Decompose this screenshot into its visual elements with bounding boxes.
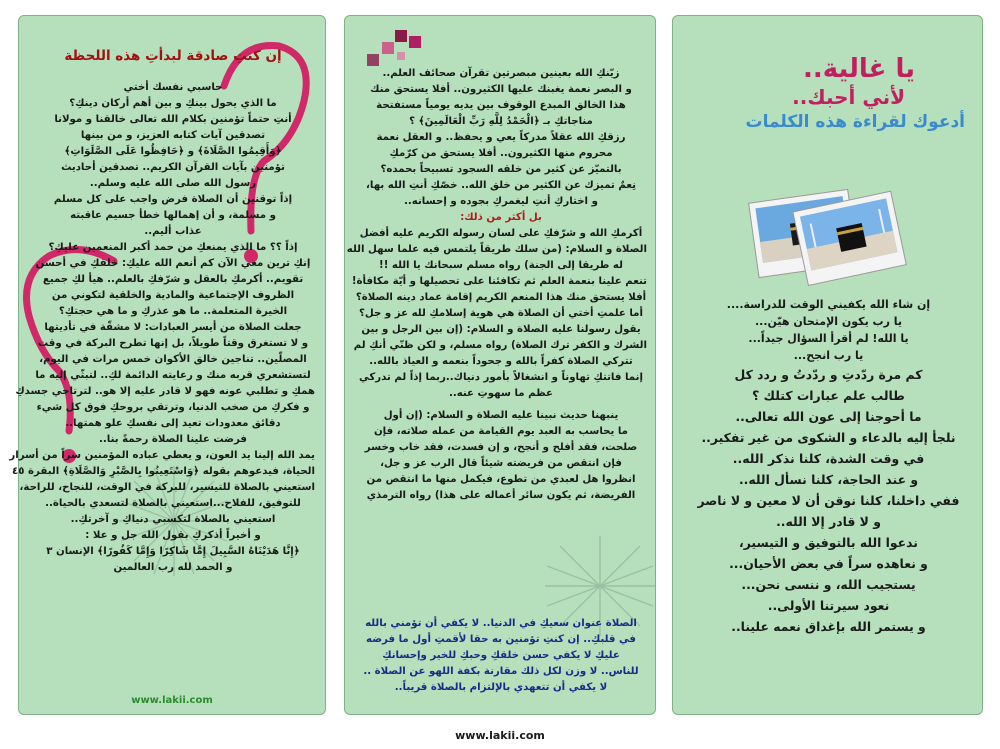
text-line: انظروا هل لعبدي من تطوع، فيكمل منها ما انتقص من	[366, 474, 636, 485]
text-line: ينبهنا حديث نبينا عليه الصلاة و السلام: (إن أول	[383, 410, 619, 421]
text-line: الخيرة المتعلمة.. ما هو عذركِ و ما هي حجتكِ؟	[58, 306, 288, 317]
quran-verse: مناجاتكِ بـ ﴿الْحَمْدُ لِلَّهِ رَبِّ الْعَالَمِينَ﴾ ؟	[409, 116, 593, 127]
text-line: عظم ما سهوتِ عنه..	[448, 388, 554, 399]
text-line: استعيني بالصلاة للتيسير، للبركة في الوقت، للنجاح، للراحة،	[19, 482, 315, 493]
quran-verse: الحياة، فيدعوهم بقوله ﴿وَاسْتَعِينُوا بِالصَّبْرِ وَالصَّلَاةِ﴾ البقرة ٤٥	[12, 466, 315, 477]
text-line: يمد الله إلينا يد العون، و يعطي عباده المؤمنين سراً من أسرار	[9, 450, 315, 461]
text-line: يا رب انجح...	[793, 349, 864, 362]
title-because-i-love-you: لأني أحبك..	[792, 85, 905, 109]
highlight-line: لا يكفي أن تتعهدي بالإلتزام بالصلاة قريباً..	[394, 682, 608, 693]
text-line: همكِ و تطلبي عونه فهو لا قادر عليه إلا هو.. لترتاحي جسدكِ	[15, 386, 315, 397]
highlight-line: في قلبكِ.. إن كنتِ تؤمنين به حقا لأقمتِ أول ما فرضه	[366, 634, 636, 645]
title-ya-ghalia: يا غالية..	[803, 54, 915, 84]
text-line: إنما فاتتكِ تهاوناً و انشغالاً بأمور دنياك..ربما إذاً لم تدركي	[359, 372, 643, 383]
text-line: ما الذي يحول بينكِ و بين أهم أركان دينكِ؟	[69, 98, 277, 109]
left-panel	[9, 15, 326, 715]
right-body	[681, 296, 976, 637]
text-line: رزقكِ الله عقلاً مدركاً يعي و يحفظ.. و العقل نعمة	[376, 132, 626, 143]
title-invitation: أدعوك لقراءة هذه الكلمات	[745, 112, 965, 132]
text-line: يا رب يكون الإمتحان هيّن...	[754, 315, 903, 328]
text-line: أنتِ حتماً تؤمنين بكلام الله تعالى خالقنا و مولانا	[54, 114, 292, 125]
text-line: إذاً ؟؟ ما الذي يمنعكِ من حمد أكبر المنعمين عليكِ؟	[48, 242, 298, 253]
kaaba-photos-image	[743, 176, 903, 286]
text-line: إنكِ ترين معي الآن كم أنعم الله عليكِ: خلقكِ في أحسن	[35, 258, 311, 269]
text-line: يا الله! لم أقرأ السؤال جيداً...	[748, 332, 909, 345]
text-line: أكرمكِ الله و شرّفكِ على لسان رسوله الكريم عليه أفضل	[359, 228, 643, 239]
text-line: و مسلمة، و أن إهمالها خطأ جسيم عاقبته	[70, 210, 276, 221]
text-line: جعلت الصلاة من أيسر العبادات: لا مشقّة في تأديتها	[44, 322, 302, 333]
text-line: إذاً توقنين أن الصلاة فرض واجب على كل مسلم	[53, 194, 293, 205]
text-line: و لا قادر إلا الله..	[776, 514, 881, 529]
text-line: و فكركِ من صخب الدنيا، وترتقي بروحكِ فوق كل شيء	[36, 402, 310, 413]
text-line: الشرك و الكفر ترك الصلاة) رواه مسلم، و لكن ظنّي أنكِ لم	[353, 340, 647, 351]
text-line: الفريضة، ثم يكون سائر أعماله على هذا) رواه الترمذي	[366, 490, 636, 501]
text-line: و يستمر الله بإغداق نعمه علينا..	[731, 619, 926, 634]
text-line: حاسبي نفسك أختي	[123, 82, 223, 93]
text-line: إن شاء الله يكفيني الوقت للدراسة....	[726, 298, 931, 311]
text-line: الصلاة و السلام: (من سلك طريقاً يلتمس فيه علما سهل الله	[346, 244, 647, 255]
text-line: هذا الخالق المبدع الوقوف بين يديه يومياً مستفتحة	[376, 100, 626, 111]
text-line: كم مرة ردّدتِ و ردّدتُ و ردد كل	[734, 367, 923, 382]
right-title-block	[681, 54, 975, 134]
middle-body	[346, 66, 647, 504]
text-line: و لا تستغرق وقتاً طويلاً، بل إنها تطرح البركة في وقت	[37, 338, 309, 349]
text-line: صلحت، فقد أفلح و أنجح، و إن فسدت، فقد خاب وخسر	[364, 442, 638, 453]
text-line: و نعاهده سراً في بعض الأحيان...	[729, 556, 928, 571]
left-heading: إن كنتِ صادقة لبدأتِ هذه اللحظة	[64, 48, 282, 64]
text-line: زيّنكِ الله بعينين مبصرتين تقرآن صحائف العلم..	[382, 68, 620, 79]
highlight-line: للناس.. لا وزن لكل ذلك مقارنة بكفة اللهو عن الصلاة ..	[363, 666, 639, 677]
text-line: في وقت الشدة، كلنا نذكر الله..	[732, 451, 925, 466]
text-line: للتوفيق، للفلاح...استعيني بالصلاة لتسعدي بالحياة..	[45, 498, 301, 509]
text-line: لتستشعري قربه منك و رعايته الدائمة لكِ.. لتبثّي إليه ما	[35, 370, 311, 381]
right-panel	[672, 15, 983, 715]
text-line: و الحمد لله رب العالمين	[113, 562, 233, 573]
text-line: أفلا يستحق منك هذا المنعم الكريم إقامة عماد دينه الصلاة؟	[355, 292, 647, 303]
text-line: ندعوا الله بالتوفيق و التيسير،	[739, 535, 918, 550]
text-line: تصدقين آيات كتابه العزيز، و من بينها	[80, 130, 266, 141]
text-line: و اختاركِ أنتِ ليغمركِ بجوده و إحسانه..	[404, 196, 598, 207]
text-line: ما يحاسب به العبد يوم القيامة من عمله صلاته، فإن	[373, 426, 628, 437]
text-line: أما علمتِ أختي أن الصلاة هي هوية إسلامكِ لله عز و جل؟	[359, 308, 643, 319]
text-line: و أخيراً أذكركِ بقول الله جل و علا :	[85, 530, 261, 541]
text-line: الظروف الإجتماعية والمادية والخلقية لتكوني من	[51, 290, 295, 301]
text-line: يقول رسولنا عليه الصلاة و السلام: (إن بين الرجل و بين	[361, 324, 641, 335]
middle-highlight	[355, 616, 647, 696]
text-line: المصلّين.. تناجين خالق الأكوان خمس مرات في اليوم،	[39, 354, 307, 365]
text-line: نعود سيرتنا الأولى..	[767, 598, 890, 613]
footer-url[interactable]: www.lakii.com	[455, 729, 545, 742]
text-line: ما أحوجنا إلى عون الله تعالى..	[735, 409, 922, 424]
text-line: عذاب أليم..	[144, 226, 202, 237]
text-line: تنعم علينا بنعمة العلم ثم تكافئنا على تحصيلها و أيّة مكافأة!	[351, 276, 647, 287]
quran-verse: ﴿وَأَقِيمُوا الصَّلَاةَ﴾ و ﴿حَافِظُوا عَلَى الصَّلَوَاتِ﴾	[64, 146, 282, 157]
text-line: تتركي الصلاة كفراً بالله و جحوداً بنعمه و العياذ بالله..	[369, 356, 633, 367]
text-line: تؤمنين بآيات القرآن الكريم.. تصدقين أحاديث	[61, 162, 285, 173]
text-line: نِعمٌ تميزك عن الكثير من خلق الله.. خصّكِ أنتِ الله بها،	[366, 180, 636, 191]
text-line: دقائق معدودات تعيد إلى نفسكِ علو همتها..	[65, 418, 281, 429]
text-line: و عند الحاجة، كلنا نسأل الله..	[738, 472, 919, 487]
text-line: و البصر نعمة يغبنك عليها الكثيرون.. أفلا يستحق منك	[370, 84, 632, 95]
text-line: بالتميّز عن كثير من خلقه السجود تسبيحاً بحمده؟	[380, 164, 622, 175]
text-line: طالب علم عبارات كتلك ؟	[752, 388, 905, 403]
text-line: محروم منها الكثيرون.. أفلا يستحق من كرّمكِ	[389, 148, 613, 159]
left-url[interactable]: www.lakii.com	[131, 695, 213, 706]
text-line: فإن انتقص من فريضته شيئاً قال الرب عز و جل،	[380, 458, 622, 469]
text-line: رسول الله صلى الله عليه وسلم..	[89, 178, 257, 189]
left-body	[9, 80, 315, 576]
highlight-line: عليكِ لا يكفي حسن خلقكِ وحبكِ للخير وإحسانكِ	[382, 650, 620, 661]
text-line: استعيني بالصلاة لتكسبي دنياكِ و آخرتكِ..	[70, 514, 276, 525]
text-line: له طريقا إلى الجنة) رواه مسلم سبحانك يا الله !!	[379, 260, 623, 271]
highlight-line: الصلاة عنوان سعيكِ في الدنيا.. لا يكفي أن تؤمني بالله	[365, 618, 637, 629]
quran-verse: ﴿إِنَّا هَدَيْنَاهُ السَّبِيلَ إِمَّا شَاكِرًا وَإِمَّا كَفُورًا﴾ الإنسان ٣	[46, 546, 300, 557]
text-line: ففي داخلنا، كلنا نوقن أن لا معين و لا ناصر	[697, 493, 960, 508]
text-line: يستجيب الله، و ننسى نحن...	[741, 577, 916, 592]
text-line: نلجأ إليه بالدعاء و الشكوى من غير تفكير..	[701, 430, 956, 445]
text-line: تقويم.. أكرمكِ بالعقل و شرّفكِ بالعلم.. هيأ لكِ جميع	[42, 274, 304, 285]
text-line: فرضت علينا الصلاة رحمةً بنا..	[99, 434, 247, 445]
middle-panel	[344, 15, 656, 715]
subheading: بل أكثر من ذلك:	[460, 212, 542, 223]
